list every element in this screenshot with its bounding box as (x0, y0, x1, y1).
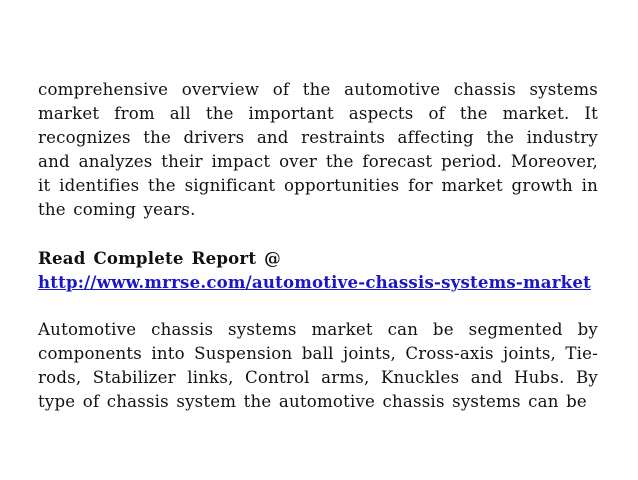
read-complete-report-label: Read Complete Report @ (38, 248, 281, 268)
report-link[interactable]: http://www.mrrse.com/automotive-chassis-systems-market (38, 272, 591, 292)
slide-content (38, 78, 598, 438)
segmentation-paragraph: Automotive chassis systems market can be segmented by components into Suspension ball joints, Cross-axis joints, Tie-rods, Stabilizer links, Control arms, Knuckles and Hubs. By type of chassis system the automotive chassis systems can be (38, 320, 598, 411)
overview-paragraph: comprehensive overview of the automotive chassis systems market from all the important aspects of the market. It recognizes the drivers and restraints affecting the industry and analyzes their impact over the forecast period. Moreover, it identifies the significant opportunities for market growth in the coming years. (38, 80, 598, 219)
read-complete-report (38, 246, 598, 294)
